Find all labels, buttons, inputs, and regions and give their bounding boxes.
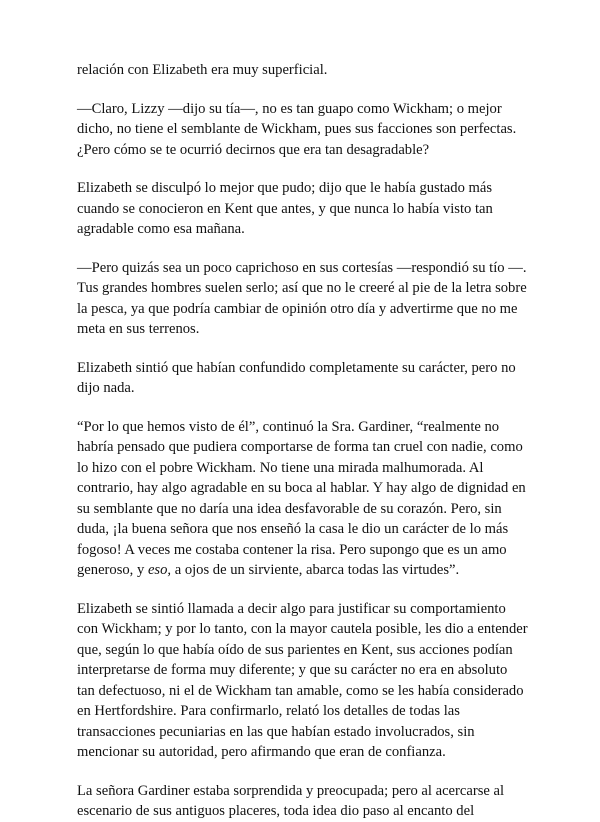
paragraph: Elizabeth sintió que habían confundido completamente su carácter, pero no dijo nada. xyxy=(77,359,516,396)
emphasis-text: eso, xyxy=(147,562,172,578)
paragraph: relación con Elizabeth era muy superficial. xyxy=(77,62,328,78)
paragraph-text: “Por lo que hemos visto de él”, continuó la Sra. Gardiner, “realmente no habría pensado que pudiera comportarse de forma tan cruel con nadie, como lo hizo con el pobre Wickham. No tiene una mirada malhumorada. Al contrario, hay algo agradable en su boca al hablar. Y hay algo de dignidad en su semblante que no daría una idea desfavorable de su corazón. Pero, sin duda, ¡la buena señora que nos enseñó la casa le dio un carácter de lo más fogoso! A veces me costaba contener la risa. Pero supongo que es un amo generoso, y xyxy=(77,418,526,578)
paragraph: Elizabeth se disculpó lo mejor que pudo; dijo que le había gustado más cuando se conocieron en Kent que antes, y que nunca lo había visto tan agradable como esa mañana. xyxy=(77,180,493,237)
paragraph: —Pero quizás sea un poco caprichoso en sus cortesías —respondió su tío —. Tus grandes hombres suelen serlo; así que no le creeré al pie de la letra sobre la pesca, ya que podría cambiar de opinión otro día y advertirme que no me meta en sus terrenos. xyxy=(77,259,527,337)
paragraph: La señora Gardiner estaba sorprendida y preocupada; pero al acercarse al escenario de sus antiguos placeres, toda idea dio paso al encanto del xyxy=(77,782,505,819)
paragraph: —Claro, Lizzy —dijo su tía—, no es tan guapo como Wickham; o mejor dicho, no tiene el semblante de Wickham, pues sus facciones son perfectas. ¿Pero cómo se te ocurrió decirnos que era tan desagradable? xyxy=(77,100,517,158)
paragraph: Elizabeth se sintió llamada a decir algo para justificar su comportamiento con Wickham; y por lo tanto, con la mayor cautela posible, les dio a entender que, según lo que había oído de sus parientes en Kent, sus acciones podían interpretarse de forma muy diferente; y que su carácter no era en absoluto tan defectuoso, ni el de Wickham tan amable, como se les había considerado en Hertfordshire. Para confirmarlo, relató los detalles de todas las transacciones pecuniarias en las que habían estado involucrados, sin mencionar su autoridad, pero afirmando que eran de confianza. xyxy=(77,600,528,760)
paragraph-text: a ojos de un sirviente, abarca todas las virtudes”. xyxy=(171,562,460,578)
paragraph-gardiner xyxy=(77,417,528,581)
